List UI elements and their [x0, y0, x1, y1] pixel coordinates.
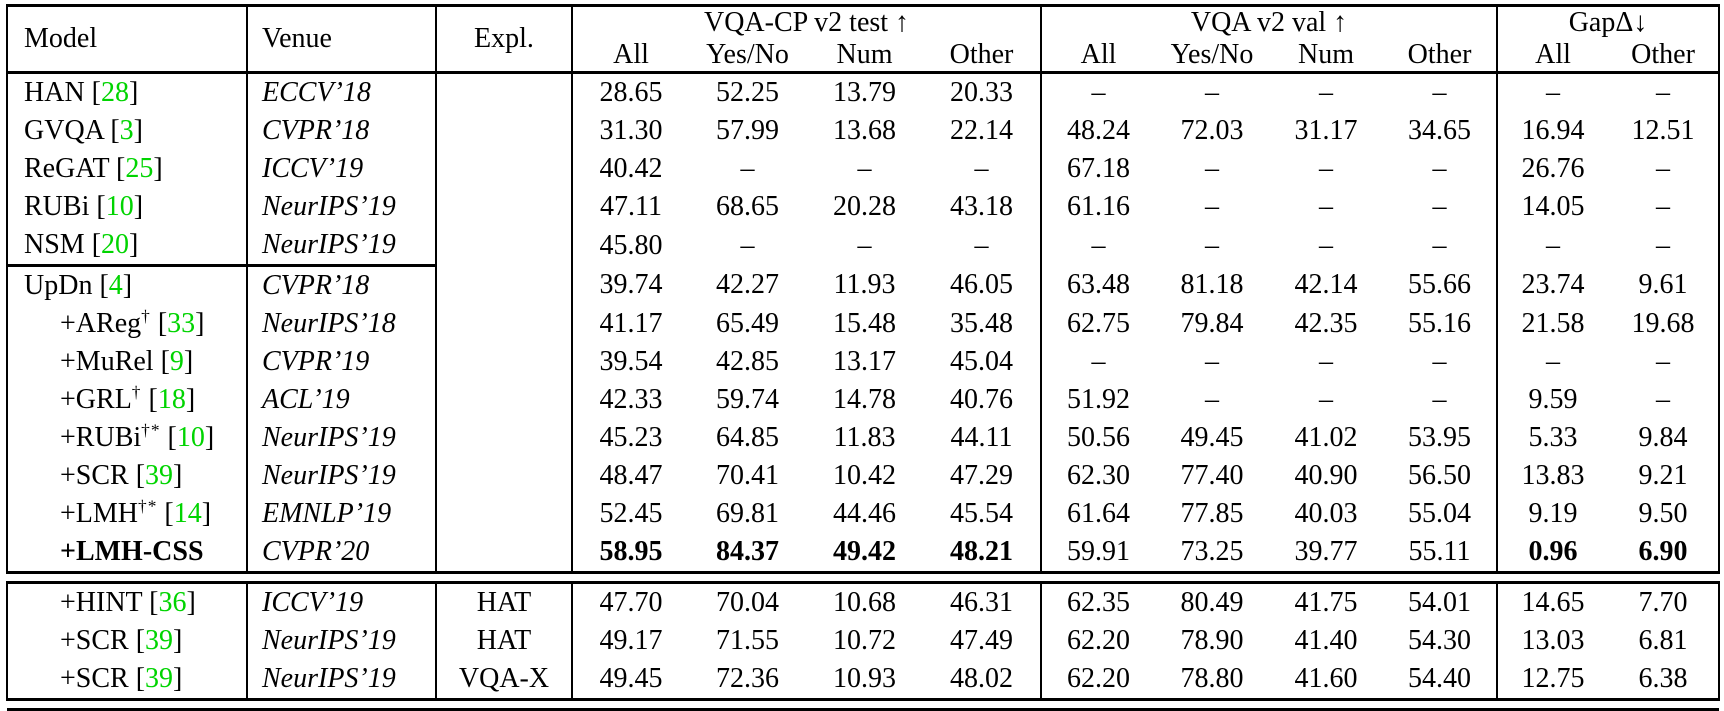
gap-metric-cell: –: [1608, 226, 1719, 266]
expl-cell: [436, 419, 572, 457]
vqacp-metric-cell: 57.99: [716, 115, 779, 146]
gap-metric-cell: –: [1497, 343, 1608, 381]
results-table: [6, 4, 1720, 711]
model-name: +SCR: [60, 460, 129, 491]
expl-cell: [436, 188, 572, 226]
model-name: HAN: [24, 77, 85, 108]
vqa-metric-cell: –: [1205, 229, 1220, 261]
vqa-metric-cell: –: [1432, 229, 1447, 261]
vqacp-metric-cell: 41.17: [572, 305, 689, 343]
vqa-metric-cell: –: [1205, 77, 1220, 108]
vqacp-metric-cell: –: [857, 229, 872, 261]
table-row: [7, 583, 1719, 623]
vqacp-metric-cell: 11.83: [833, 422, 896, 453]
vqacp-metric-cell: 48.47: [572, 457, 689, 495]
venue-cell: EMNLP’19: [247, 495, 436, 533]
gap-metric-cell: 0.96: [1497, 533, 1608, 573]
vqacp-metric-cell: 59.74: [716, 384, 779, 415]
model-superscript: †: [141, 306, 151, 326]
gap-metric-cell: 9.50: [1608, 495, 1719, 533]
venue-cell: ICCV’19: [247, 583, 436, 623]
gap-metric-cell: 13.83: [1497, 457, 1608, 495]
venue-cell: CVPR’18: [247, 266, 436, 306]
table-row: [7, 381, 1719, 419]
vqa-metric-cell: 53.95: [1408, 422, 1472, 453]
vqacp-metric-cell: 48.02: [923, 660, 1041, 700]
model-name: ReGAT: [24, 153, 110, 184]
model-name: +HINT: [60, 587, 143, 618]
vqa-metric-cell: 56.50: [1408, 460, 1472, 491]
gap-metric-cell: 19.68: [1608, 305, 1719, 343]
venue-cell: ACL’19: [247, 381, 436, 419]
table-row: [7, 226, 1719, 266]
vqacp-metric-cell: 20.28: [833, 191, 896, 222]
venue-cell: NeurIPS’19: [247, 660, 436, 700]
gap-metric-cell: 12.51: [1608, 112, 1719, 150]
expl-cell: [436, 305, 572, 343]
expl-cell: [436, 457, 572, 495]
vqacp-metric-cell: –: [974, 229, 989, 261]
header-subcol: Other: [923, 39, 1041, 73]
vqacp-metric-cell: 13.79: [833, 77, 896, 108]
vqacp-metric-cell: –: [740, 229, 755, 261]
vqa-metric-cell: 78.80: [1155, 660, 1269, 700]
header-group-vqa: VQA v2 val ↑: [1041, 6, 1497, 40]
citation-number: 28: [101, 77, 129, 108]
venue-cell: NeurIPS’18: [247, 305, 436, 343]
gap-metric-cell: –: [1608, 150, 1719, 188]
vqa-metric-cell: –: [1319, 191, 1334, 222]
vqacp-metric-cell: 47.11: [572, 188, 689, 226]
vqa-metric-cell: 54.40: [1383, 660, 1497, 700]
vqa-metric-cell: –: [1319, 384, 1334, 415]
expl-cell: [436, 266, 572, 306]
vqa-metric-cell: 77.40: [1180, 460, 1244, 491]
vqacp-metric-cell: 11.93: [833, 269, 896, 301]
gap-metric-cell: –: [1608, 188, 1719, 226]
vqa-metric-cell: –: [1432, 191, 1447, 222]
header-subcol: All: [572, 39, 689, 73]
header-group-vqacp: VQA-CP v2 test ↑: [572, 6, 1041, 40]
vqacp-metric-cell: 45.54: [950, 498, 1013, 529]
header-subcol: All: [1497, 39, 1608, 73]
expl-cell: [436, 150, 572, 188]
vqa-metric-cell: 49.45: [1180, 422, 1244, 453]
citation-number: 9: [169, 346, 184, 377]
citation-number: 10: [176, 422, 205, 453]
vqacp-metric-cell: 43.18: [950, 191, 1013, 222]
model-name: +LMH: [60, 498, 139, 529]
table-row: [7, 150, 1719, 188]
table-row: [7, 660, 1719, 700]
vqa-metric-cell: 55.66: [1408, 269, 1472, 301]
citation-number: 39: [145, 460, 174, 491]
vqacp-metric-cell: 45.80: [572, 226, 689, 266]
gap-metric-cell: –: [1608, 343, 1719, 381]
vqa-metric-cell: 51.92: [1041, 381, 1155, 419]
table-row: [7, 457, 1719, 495]
gap-metric-cell: 13.03: [1497, 622, 1608, 660]
vqa-metric-cell: –: [1432, 384, 1447, 415]
vqacp-metric-cell: 49.45: [572, 660, 689, 700]
vqa-metric-cell: 39.77: [1269, 533, 1383, 573]
vqa-metric-cell: 61.64: [1041, 495, 1155, 533]
model-name: +GRL: [60, 384, 132, 415]
model-cell: HAN [28]: [7, 73, 247, 113]
vqa-metric-cell: 63.48: [1041, 266, 1155, 306]
citation-number: 4: [108, 270, 123, 301]
model-superscript: †: [131, 382, 142, 402]
model-name: +AReg: [60, 308, 142, 339]
model-cell: +GRL† [18]: [7, 381, 247, 419]
vqa-metric-cell: –: [1432, 346, 1447, 377]
venue-cell: CVPR’18: [247, 112, 436, 150]
gap-metric-cell: 6.81: [1608, 622, 1719, 660]
vqa-metric-cell: 31.17: [1294, 115, 1358, 146]
vqacp-metric-cell: 52.45: [572, 495, 689, 533]
model-superscript: †*: [141, 420, 161, 440]
vqacp-metric-cell: 47.29: [950, 460, 1013, 491]
header-expl: Expl.: [436, 6, 572, 73]
citation-number: 3: [119, 115, 134, 146]
header-subcol: Num: [806, 39, 923, 73]
vqa-metric-cell: 67.18: [1041, 150, 1155, 188]
gap-metric-cell: –: [1497, 73, 1608, 113]
gap-metric-cell: 6.38: [1608, 660, 1719, 700]
venue-cell: CVPR’19: [247, 343, 436, 381]
vqa-metric-cell: 81.18: [1180, 269, 1244, 301]
venue-cell: NeurIPS’19: [247, 226, 436, 266]
model-cell: +MuRel [9]: [7, 343, 247, 381]
citation-number: 36: [158, 587, 187, 618]
venue-cell: NeurIPS’19: [247, 188, 436, 226]
citation-number: 10: [105, 191, 134, 222]
section-divider-gap: [7, 573, 1719, 583]
citation-number: 20: [101, 229, 130, 260]
table-row: [7, 112, 1719, 150]
vqa-metric-cell: –: [1205, 346, 1220, 377]
venue-cell: ECCV’18: [247, 73, 436, 113]
vqacp-metric-cell: 46.31: [950, 587, 1013, 618]
vqa-metric-cell: –: [1432, 77, 1447, 108]
vqacp-metric-cell: 22.14: [950, 115, 1013, 146]
vqa-metric-cell: –: [1319, 77, 1334, 108]
expl-cell: [436, 533, 572, 573]
vqa-metric-cell: 62.35: [1041, 583, 1155, 623]
table-row: [7, 622, 1719, 660]
model-cell: +LMH†* [14]: [7, 495, 247, 533]
table-row: [7, 343, 1719, 381]
gap-metric-cell: 23.74: [1497, 266, 1608, 306]
vqa-metric-cell: 40.03: [1294, 498, 1358, 529]
vqa-metric-cell: 55.11: [1383, 533, 1497, 573]
vqacp-metric-cell: 15.48: [833, 308, 896, 339]
vqa-metric-cell: –: [1041, 226, 1155, 266]
vqacp-metric-cell: 13.17: [833, 346, 896, 377]
vqa-metric-cell: 54.01: [1408, 587, 1472, 618]
vqa-metric-cell: 72.03: [1180, 115, 1244, 146]
citation-number: 18: [157, 384, 186, 415]
vqacp-metric-cell: –: [974, 153, 989, 184]
venue-cell: NeurIPS’19: [247, 622, 436, 660]
header-model: Model: [7, 6, 247, 73]
model-cell: ReGAT [25]: [7, 150, 247, 188]
vqacp-metric-cell: 44.46: [833, 498, 896, 529]
model-cell: +HINT [36]: [7, 583, 247, 623]
vqacp-metric-cell: 47.70: [572, 583, 689, 623]
gap-metric-cell: 21.58: [1497, 305, 1608, 343]
vqa-metric-cell: –: [1319, 346, 1334, 377]
vqa-metric-cell: 77.85: [1180, 498, 1244, 529]
table-row: [7, 495, 1719, 533]
header-subcol: Yes/No: [689, 39, 806, 73]
vqa-metric-cell: 42.14: [1294, 269, 1358, 301]
gap-metric-cell: –: [1608, 381, 1719, 419]
model-cell: UpDn [4]: [7, 266, 247, 306]
vqa-metric-cell: 80.49: [1180, 587, 1244, 618]
vqa-metric-cell: –: [1205, 384, 1220, 415]
venue-cell: NeurIPS’19: [247, 457, 436, 495]
model-name: NSM: [24, 229, 85, 260]
vqa-metric-cell: 55.16: [1408, 308, 1472, 339]
vqa-metric-cell: 54.30: [1408, 625, 1472, 656]
vqacp-metric-cell: 40.76: [950, 384, 1013, 415]
gap-metric-cell: 14.05: [1497, 188, 1608, 226]
vqacp-metric-cell: 42.33: [572, 381, 689, 419]
vqa-metric-cell: 62.75: [1041, 305, 1155, 343]
vqacp-metric-cell: 70.41: [716, 460, 779, 491]
vqa-metric-cell: –: [1041, 343, 1155, 381]
gap-metric-cell: 9.19: [1497, 495, 1608, 533]
vqa-metric-cell: 62.20: [1041, 660, 1155, 700]
gap-metric-cell: 12.75: [1497, 660, 1608, 700]
vqa-metric-cell: –: [1205, 153, 1220, 184]
vqacp-metric-cell: 70.04: [716, 587, 779, 618]
gap-metric-cell: 9.84: [1608, 419, 1719, 457]
vqa-metric-cell: 62.20: [1041, 622, 1155, 660]
vqa-metric-cell: 34.65: [1408, 115, 1472, 146]
vqacp-metric-cell: 71.55: [716, 625, 779, 656]
model-cell: +SCR [39]: [7, 622, 247, 660]
vqacp-metric-cell: 40.42: [572, 150, 689, 188]
vqa-metric-cell: 48.24: [1041, 112, 1155, 150]
table-row: [7, 305, 1719, 343]
vqacp-metric-cell: 46.05: [950, 269, 1013, 301]
header-subcol: Num: [1269, 39, 1383, 73]
model-name: +LMH-CSS: [60, 536, 204, 567]
vqacp-metric-cell: 10.93: [806, 660, 923, 700]
citation-number: 25: [125, 153, 154, 184]
venue-cell: ICCV’19: [247, 150, 436, 188]
gap-metric-cell: 9.21: [1608, 457, 1719, 495]
model-name: +SCR: [60, 663, 129, 694]
vqacp-metric-cell: 47.49: [950, 625, 1013, 656]
citation-number: 33: [167, 308, 196, 339]
vqacp-metric-cell: 13.68: [833, 115, 896, 146]
model-cell: RUBi [10]: [7, 188, 247, 226]
vqacp-metric-cell: 68.65: [716, 191, 779, 222]
vqacp-metric-cell: 42.85: [716, 346, 779, 377]
header-venue: Venue: [247, 6, 436, 73]
vqa-metric-cell: –: [1205, 191, 1220, 222]
model-name: GVQA: [24, 115, 104, 146]
vqacp-metric-cell: 28.65: [572, 73, 689, 113]
vqacp-metric-cell: 10.42: [833, 460, 896, 491]
model-cell: +SCR [39]: [7, 457, 247, 495]
model-cell: +RUBi†* [10]: [7, 419, 247, 457]
vqacp-metric-cell: 84.37: [689, 533, 806, 573]
vqa-metric-cell: 40.90: [1294, 460, 1358, 491]
model-name: RUBi: [24, 191, 90, 222]
expl-cell: HAT: [436, 583, 572, 623]
vqa-metric-cell: 50.56: [1041, 419, 1155, 457]
venue-cell: NeurIPS’19: [247, 419, 436, 457]
table-row: [7, 266, 1719, 306]
vqa-metric-cell: 73.25: [1155, 533, 1269, 573]
vqa-metric-cell: 62.30: [1041, 457, 1155, 495]
vqacp-metric-cell: 35.48: [950, 308, 1013, 339]
model-cell: NSM [20]: [7, 226, 247, 266]
vqa-metric-cell: 41.02: [1294, 422, 1358, 453]
model-cell: GVQA [3]: [7, 112, 247, 150]
vqa-metric-cell: 41.75: [1294, 587, 1358, 618]
gap-metric-cell: 9.61: [1608, 266, 1719, 306]
vqacp-metric-cell: 58.95: [572, 533, 689, 573]
expl-cell: VQA-X: [436, 660, 572, 700]
citation-number: 39: [145, 625, 174, 656]
vqacp-metric-cell: 10.68: [833, 587, 896, 618]
section-divider-gap: [7, 700, 1719, 710]
expl-cell: [436, 381, 572, 419]
vqa-metric-cell: 41.60: [1269, 660, 1383, 700]
vqa-metric-cell: –: [1432, 153, 1447, 184]
gap-metric-cell: 6.90: [1608, 533, 1719, 573]
header-subcol: Other: [1608, 39, 1719, 73]
expl-cell: [436, 226, 572, 266]
vqacp-metric-cell: 45.04: [950, 346, 1013, 377]
vqacp-metric-cell: 65.49: [716, 308, 779, 339]
table-row: [7, 73, 1719, 113]
vqacp-metric-cell: 48.21: [923, 533, 1041, 573]
vqacp-metric-cell: 14.78: [833, 384, 896, 415]
citation-number: 39: [145, 663, 174, 694]
vqacp-metric-cell: 42.27: [716, 269, 779, 301]
vqacp-metric-cell: 31.30: [572, 112, 689, 150]
vqacp-metric-cell: 64.85: [716, 422, 779, 453]
vqa-metric-cell: 55.04: [1408, 498, 1472, 529]
vqacp-metric-cell: 52.25: [716, 77, 779, 108]
model-name: +RUBi: [60, 422, 142, 453]
table-row: [7, 188, 1719, 226]
vqacp-metric-cell: 49.17: [572, 622, 689, 660]
vqa-metric-cell: –: [1041, 73, 1155, 113]
vqa-metric-cell: 41.40: [1294, 625, 1358, 656]
model-name: +SCR: [60, 625, 129, 656]
gap-metric-cell: 7.70: [1608, 583, 1719, 623]
table-header: [7, 6, 1719, 73]
vqa-metric-cell: 61.16: [1041, 188, 1155, 226]
table-body: [7, 73, 1719, 710]
gap-metric-cell: 16.94: [1497, 112, 1608, 150]
expl-cell: HAT: [436, 622, 572, 660]
venue-cell: CVPR’20: [247, 533, 436, 573]
vqacp-metric-cell: 72.36: [689, 660, 806, 700]
gap-metric-cell: 9.59: [1497, 381, 1608, 419]
vqacp-metric-cell: 44.11: [950, 422, 1013, 453]
vqa-metric-cell: –: [1319, 229, 1334, 261]
expl-cell: [436, 495, 572, 533]
vqa-metric-cell: 42.35: [1294, 308, 1358, 339]
vqacp-metric-cell: 49.42: [806, 533, 923, 573]
model-cell: +AReg† [33]: [7, 305, 247, 343]
vqacp-metric-cell: 45.23: [572, 419, 689, 457]
vqa-metric-cell: –: [1319, 153, 1334, 184]
gap-metric-cell: –: [1608, 73, 1719, 113]
vqacp-metric-cell: 10.72: [833, 625, 896, 656]
vqacp-metric-cell: 39.54: [572, 343, 689, 381]
model-cell: +SCR [39]: [7, 660, 247, 700]
gap-metric-cell: 26.76: [1497, 150, 1608, 188]
section-divider: [7, 700, 1719, 710]
vqacp-metric-cell: –: [740, 153, 755, 184]
gap-metric-cell: –: [1497, 226, 1608, 266]
model-cell: [7, 533, 247, 573]
header-group-gap: GapΔ↓: [1497, 6, 1719, 40]
vqacp-metric-cell: 69.81: [716, 498, 779, 529]
model-name: UpDn: [24, 270, 93, 301]
gap-metric-cell: 14.65: [1497, 583, 1608, 623]
header-subcol: Other: [1383, 39, 1497, 73]
model-name: +MuRel: [60, 346, 154, 377]
header-subcol: All: [1041, 39, 1155, 73]
vqa-metric-cell: 79.84: [1180, 308, 1244, 339]
section-divider: [7, 573, 1719, 583]
vqa-metric-cell: 78.90: [1180, 625, 1244, 656]
model-superscript: †*: [138, 496, 158, 516]
vqa-metric-cell: 59.91: [1041, 533, 1155, 573]
expl-cell: [436, 73, 572, 113]
vqacp-metric-cell: –: [857, 153, 872, 184]
gap-metric-cell: 5.33: [1497, 419, 1608, 457]
expl-cell: [436, 343, 572, 381]
header-subcol: Yes/No: [1155, 39, 1269, 73]
table-row: [7, 419, 1719, 457]
citation-number: 14: [173, 498, 202, 529]
expl-cell: [436, 112, 572, 150]
vqacp-metric-cell: 39.74: [572, 266, 689, 306]
table-row: [7, 533, 1719, 573]
vqacp-metric-cell: 20.33: [950, 77, 1013, 108]
